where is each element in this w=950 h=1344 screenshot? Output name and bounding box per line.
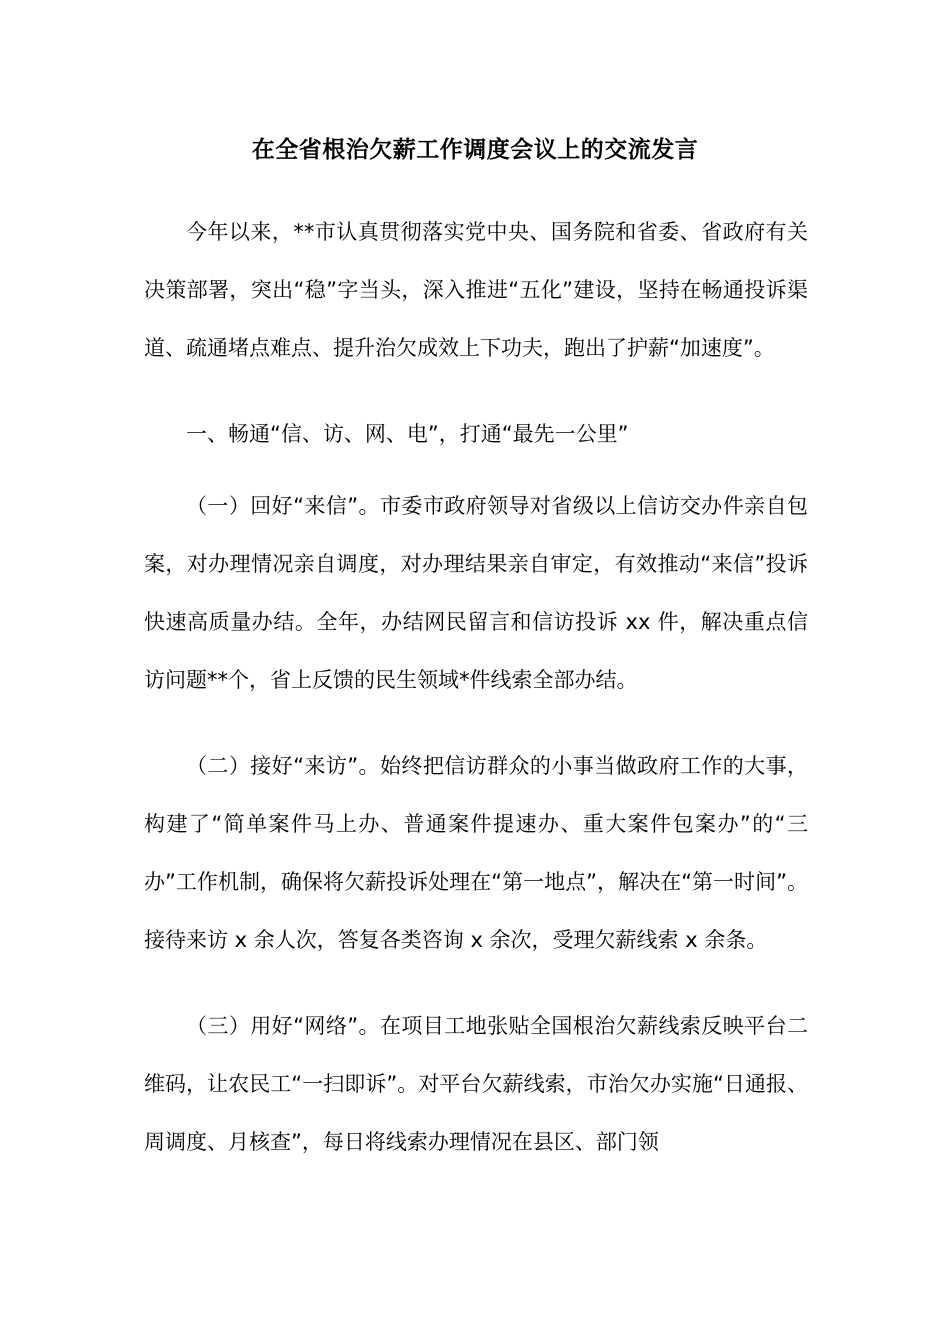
paragraph-visits: （二）接好“来访”。始终把信访群众的小事当做政府工作的大事，构建了“简单案件马上办、普通案件提速办、重大案件包案办”的“三办”工作机制，确保将欠薪投诉处理在“第一地点”，解决在“第一时间”。接待来访 x 余人次，答复各类咨询 x 余次，受理欠薪线索 x 余条。 bbox=[144, 754, 808, 952]
paragraph-intro: 今年以来，**市认真贯彻落实党中央、国务院和省委、省政府有关决策部署，突出“稳”字当头，深入推进“五化”建设，坚持在畅通投诉渠道、疏通堵点难点、提升治欠成效上下功夫，跑出了护薪“加速度”。 bbox=[144, 220, 808, 360]
paragraph-network: （三）用好“网络”。在项目工地张贴全国根治欠薪线索反映平台二维码，让农民工“一扫即诉”。对平台欠薪线索，市治欠办实施“日通报、周调度、月核查”，每日将线索办理情况在县区、部门领 bbox=[144, 1014, 808, 1154]
page-title: 在全省根治欠薪工作调度会议上的交流发言 bbox=[251, 137, 699, 163]
document-body bbox=[144, 203, 808, 1199]
section-heading-1: 一、畅通“信、访、网、电”，打通“最先一公里” bbox=[186, 422, 629, 446]
paragraph-letters: （一）回好“来信”。市委市政府领导对省级以上信访交办件亲自包案，对办理情况亲自调度，对办理结果亲自审定，有效推动“来信”投诉快速高质量办结。全年，办结网民留言和信访投诉 xx 件，解决重点信访问题**个，省上反馈的民生领域*件线索全部办结。 bbox=[144, 494, 808, 692]
